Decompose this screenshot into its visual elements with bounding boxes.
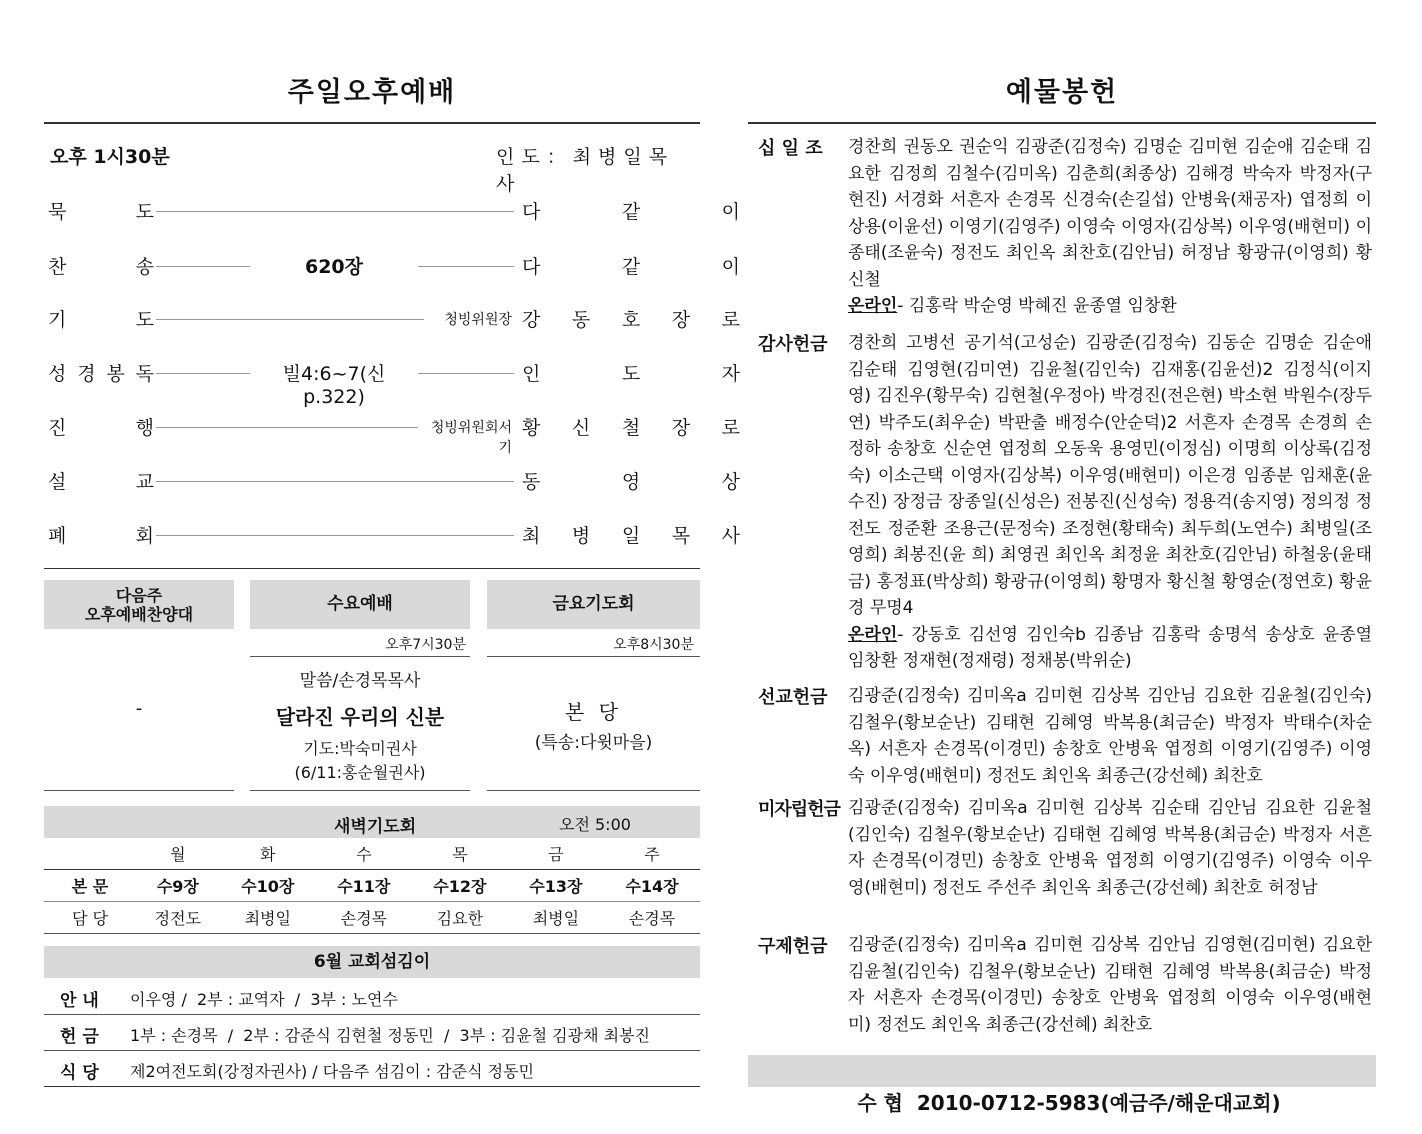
online-names: - 김홍락 박순영 박혜진 윤종열 임창환 [897, 296, 1177, 316]
offering-names [848, 330, 1372, 675]
order-person [522, 252, 740, 279]
friday-special: (특송:다윗마을) [534, 733, 653, 753]
order-label-char: 도 [135, 309, 154, 331]
service-helpers-label: 식 당 [60, 1063, 99, 1083]
offering-name-list: 경찬희 권동오 권순익 김광준(김정숙) 김명순 김미현 김순애 김순태 김요한 김정희 김철수(김미옥) 김춘희(최종상) 김해경 박숙자 박정자(구현진) 서경화 서흔자 손경목 신경숙(손길섭) 안병육(채공자) 엽정희 이상용(이윤선) 이영기(김영주) 이영숙 이영자(김상복) 이우영(배현미) 이종태(조윤숙) 정전도 최인옥 최찬호(김안님) 허정남 황광규(이영희) 황신철 [848, 137, 1372, 290]
leader-line [156, 535, 514, 536]
offering-names: 김광준(김정숙) 김미옥a 김미현 김상복 김안님 김영현(김미현) 김요한 김윤철(김인숙) 김철우(황보순난) 김태현 김혜영 박복용(최금순) 박정자 서흔자 손경목(이경민) 송창호 안병육 엽정희 이영숙 이우영(배현미) 정전도 최인옥 최종근(강선혜) 최찬호 [848, 935, 1372, 1035]
order-person-char: 도 [621, 363, 641, 385]
table-cell: 금 [548, 845, 564, 864]
order-person-char: 이 [721, 256, 740, 278]
offering-category: 구제헌금 [758, 936, 828, 957]
order-label-char: 봉 [106, 363, 125, 385]
leader-line [156, 427, 418, 428]
order-person-char: 같 [621, 256, 641, 278]
order-person [522, 413, 740, 440]
order-label-char: 성 [48, 363, 67, 385]
leader-line [156, 266, 250, 267]
table-cell: 최병일 [244, 909, 291, 928]
order-content: 620장 [304, 256, 363, 278]
divider [44, 122, 700, 124]
service-helpers-title: 6월 교회섬김이 [313, 952, 431, 972]
divider [44, 568, 700, 569]
divider [44, 933, 700, 934]
leader-line [156, 211, 514, 212]
order-person-char: 로 [721, 309, 740, 331]
dawn-prayer-title: 새벽기도회 [334, 817, 417, 837]
order-row [48, 521, 740, 551]
friday-box-header: 금요기도회 [487, 580, 700, 629]
order-person-char: 황 [522, 417, 541, 439]
divider [487, 790, 700, 791]
friday-place: 본 당 [565, 700, 622, 724]
bank-account [748, 1055, 1376, 1115]
order-row [48, 197, 740, 227]
order-person-char: 같 [621, 201, 641, 223]
order-person-char: 영 [621, 471, 641, 493]
table-cell: 화 [260, 845, 276, 864]
table-cell: 수 [356, 845, 372, 864]
order-label [48, 197, 154, 224]
order-label-char: 교 [135, 471, 154, 493]
order-person-char: 강 [522, 309, 541, 331]
order-person [522, 305, 740, 332]
order-person-char: 자 [721, 363, 740, 385]
online-names: - 강동호 김선영 김인숙b 김종남 김홍락 송명석 송상호 윤종열 임창환 정재현(정재령) 정채봉(박위순) [848, 624, 1372, 671]
leader-line [418, 373, 514, 374]
table-cell: 목 [452, 845, 468, 864]
divider [748, 122, 1376, 124]
order-person-char: 호 [621, 309, 641, 331]
order-label-char: 도 [135, 201, 154, 223]
order-label-char: 송 [135, 256, 154, 278]
table-cell: 수9장 [156, 877, 199, 896]
offering-category: 미자립헌금 [758, 799, 840, 820]
order-person-char: 다 [522, 201, 541, 223]
wednesday-time: 오후7시30분 [385, 637, 466, 653]
order-label-char: 경 [77, 363, 96, 385]
friday-time: 오후8시30분 [613, 637, 694, 653]
order-content: 빌4:6~7(신p.322) [282, 363, 386, 408]
order-label [48, 413, 154, 440]
order-row [48, 359, 740, 408]
dawn-prayer-time: 오전 5:00 [559, 815, 631, 834]
order-label [48, 305, 154, 332]
order-row [48, 305, 740, 335]
order-person-char: 병 [571, 525, 591, 547]
divider [44, 790, 234, 791]
table-cell: 정전도 [154, 909, 202, 928]
service-helpers-row [44, 980, 700, 1015]
leader-line [418, 266, 514, 267]
order-label [48, 521, 154, 548]
wednesday-sermon-title: 달라진 우리의 신분 [275, 705, 445, 729]
order-label-char: 폐 [48, 525, 67, 547]
offering-names [848, 134, 1372, 320]
order-person-char: 동 [571, 309, 591, 331]
offering-category: 선교헌금 [758, 687, 828, 708]
offering-category: 감사헌금 [758, 334, 828, 355]
table-cell: 본 문 [71, 877, 109, 896]
order-person-char: 일 [621, 525, 641, 547]
table-cell: 월 [170, 845, 186, 864]
leader-line [156, 319, 424, 320]
choir-box-title-2: 오후예배찬양대 [84, 605, 194, 624]
table-cell: 주 [644, 845, 660, 864]
table-cell: 수13장 [529, 877, 583, 896]
service-time: 오후 1시30분 [50, 146, 170, 168]
table-cell: 손경목 [340, 909, 387, 928]
order-note: 청빙위원회서기 [430, 420, 512, 456]
order-label-char: 행 [135, 417, 154, 439]
wednesday-box-header: 수요예배 [250, 580, 470, 629]
table-cell: 수14장 [625, 877, 679, 896]
service-helpers-text: 이우영 / 2부 : 교역자 / 3부 : 노연수 [130, 990, 398, 1009]
divider [250, 790, 470, 791]
offering-names: 김광준(김정숙) 김미옥a 김미현 김상복 김순태 김안님 김요한 김윤철(김인숙) 김철우(황보순난) 김태현 김혜영 박복용(최금순) 박정자 서흔자 손경목(이경민) 송창호 안병육 엽정희 이영기(김영주) 이영숙 이우영(배현미) 정전도 주선주 최인옥 최종근(강선혜) 최찬호 허정남 [848, 798, 1372, 898]
wednesday-preacher: 말씀/손경목목사 [299, 671, 421, 691]
order-label-char: 회 [135, 525, 154, 547]
order-person-char: 철 [621, 417, 641, 439]
order-person-char: 동 [522, 471, 541, 493]
service-helpers-label: 헌 금 [60, 1027, 99, 1047]
order-note: 청빙위원장 [444, 312, 512, 328]
divider [250, 656, 470, 657]
table-cell: 수10장 [241, 877, 295, 896]
order-label-char: 찬 [48, 256, 67, 278]
table-cell: 수12장 [433, 877, 487, 896]
order-person [522, 467, 740, 494]
order-row [48, 252, 740, 282]
divider [487, 656, 700, 657]
table-cell: 담 당 [72, 909, 108, 928]
order-row [48, 413, 740, 456]
page-title-right: 예물봉헌 [1005, 77, 1119, 108]
choir-box-title-1: 다음주 [115, 586, 163, 605]
dawn-text-row [44, 870, 700, 902]
leader-line [156, 373, 250, 374]
table-cell: 수11장 [337, 877, 391, 896]
table-cell: 손경목 [628, 909, 676, 928]
order-person [522, 521, 740, 548]
table-cell: 김요한 [436, 909, 484, 928]
order-person [522, 359, 740, 386]
dawn-days-row [44, 838, 700, 870]
wednesday-next-prayer: (6/11:홍순월권사) [294, 763, 426, 782]
service-helpers-header [44, 946, 700, 978]
wednesday-prayer: 기도:박숙미권사 [303, 739, 417, 758]
online-label: 온라인 [848, 624, 898, 645]
order-person-char: 장 [671, 417, 691, 439]
order-person-char: 상 [721, 471, 740, 493]
order-person-char: 목 [671, 525, 691, 547]
order-label-char: 진 [48, 417, 67, 439]
order-label-char: 기 [48, 309, 67, 331]
service-helpers-text: 1부 : 손경목 / 2부 : 감준식 김현철 정동민 / 3부 : 김윤철 김광채 최봉진 [130, 1026, 650, 1045]
dawn-prayer-header [44, 806, 700, 838]
service-helpers-text: 제2여전도회(강정자권사) / 다음주 섬김이 : 감준식 정동민 [130, 1062, 534, 1081]
order-person-char: 다 [522, 256, 541, 278]
order-label-char: 독 [135, 363, 154, 385]
bank-account-text: 수 협 2010-0712-5983(예금주/해운대교회) [857, 1091, 1281, 1115]
table-cell: 최병일 [532, 909, 580, 928]
page-title-left: 주일오후예배 [287, 77, 457, 108]
offering-name-list: 경찬희 고병선 공기석(고성순) 김광준(김정숙) 김동순 김명순 김순애 김순태 김영현(김미연) 김윤철(김인숙) 김재홍(김윤선)2 김정식(이지영) 김진우(황무숙) 김현철(우정아) 박경진(전은현) 박소현 박원수(장두연) 박주도(최우순) 박판출 배정수(안순덕)2 서흔자 손경목 손경희 손정하 송창호 신순연 엽정희 오동욱 용영민(이정심) 이명희 이상록(김정숙) 이소근택 이영자(김상복) 이우영(배현미) 이은경 임종분 임채훈(윤수진) 장정금 장종일(신성은) 전봉진(신성숙) 정용걱(송지영) 정의정 정전도 정준환 조용근(문정숙) 조정현(황태숙) 최두희(노연수) 최병일(조영희) 최봉진(윤 희) 최영권 최인옥 최정윤 최찬호(김안님) 하철웅(윤태금) 홍정표(박상희) 황광규(이영희) 황명자 황신철 황영순(정연호) 황윤경 무명4 [848, 333, 1372, 618]
service-helpers-row [44, 1052, 700, 1087]
order-label [48, 252, 154, 279]
offering-names: 김광준(김정숙) 김미옥a 김미현 김상복 김안님 김요한 김윤철(김인숙) 김철우(황보순난) 김태현 김혜영 박복용(최금순) 박정자 박태수(차순옥) 서흔자 손경목(이경민) 송창호 안병육 엽정희 이영기(김영주) 이영숙 이우영(배현미) 정전도 최인옥 최종근(강선혜) 최찬호 [848, 686, 1372, 786]
service-leader-text: 인도：최병일목사 [496, 146, 675, 195]
order-person-char: 신 [571, 417, 591, 439]
order-person-char: 로 [721, 417, 740, 439]
order-label-char: 묵 [48, 201, 67, 223]
dawn-leader-row [44, 902, 700, 934]
online-label: 온라인 [848, 296, 898, 316]
choir-box-header [44, 580, 234, 629]
order-person [522, 197, 740, 224]
order-row [48, 467, 740, 497]
dawn-prayer-table [44, 838, 700, 933]
order-label [48, 467, 154, 494]
order-person-char: 사 [721, 525, 740, 547]
order-label-char: 설 [48, 471, 67, 493]
service-helpers-label: 안 내 [60, 991, 99, 1011]
table-cell [44, 838, 136, 870]
offering-category: 십 일 조 [758, 138, 823, 159]
leader-line [156, 481, 514, 482]
order-person-char: 인 [522, 363, 541, 385]
order-person-char: 최 [522, 525, 541, 547]
service-leader [496, 142, 694, 196]
order-label [48, 359, 154, 386]
order-person-char: 장 [671, 309, 691, 331]
order-person-char: 이 [721, 201, 740, 223]
service-helpers-row [44, 1016, 700, 1051]
choir-box-content: - [135, 698, 143, 719]
